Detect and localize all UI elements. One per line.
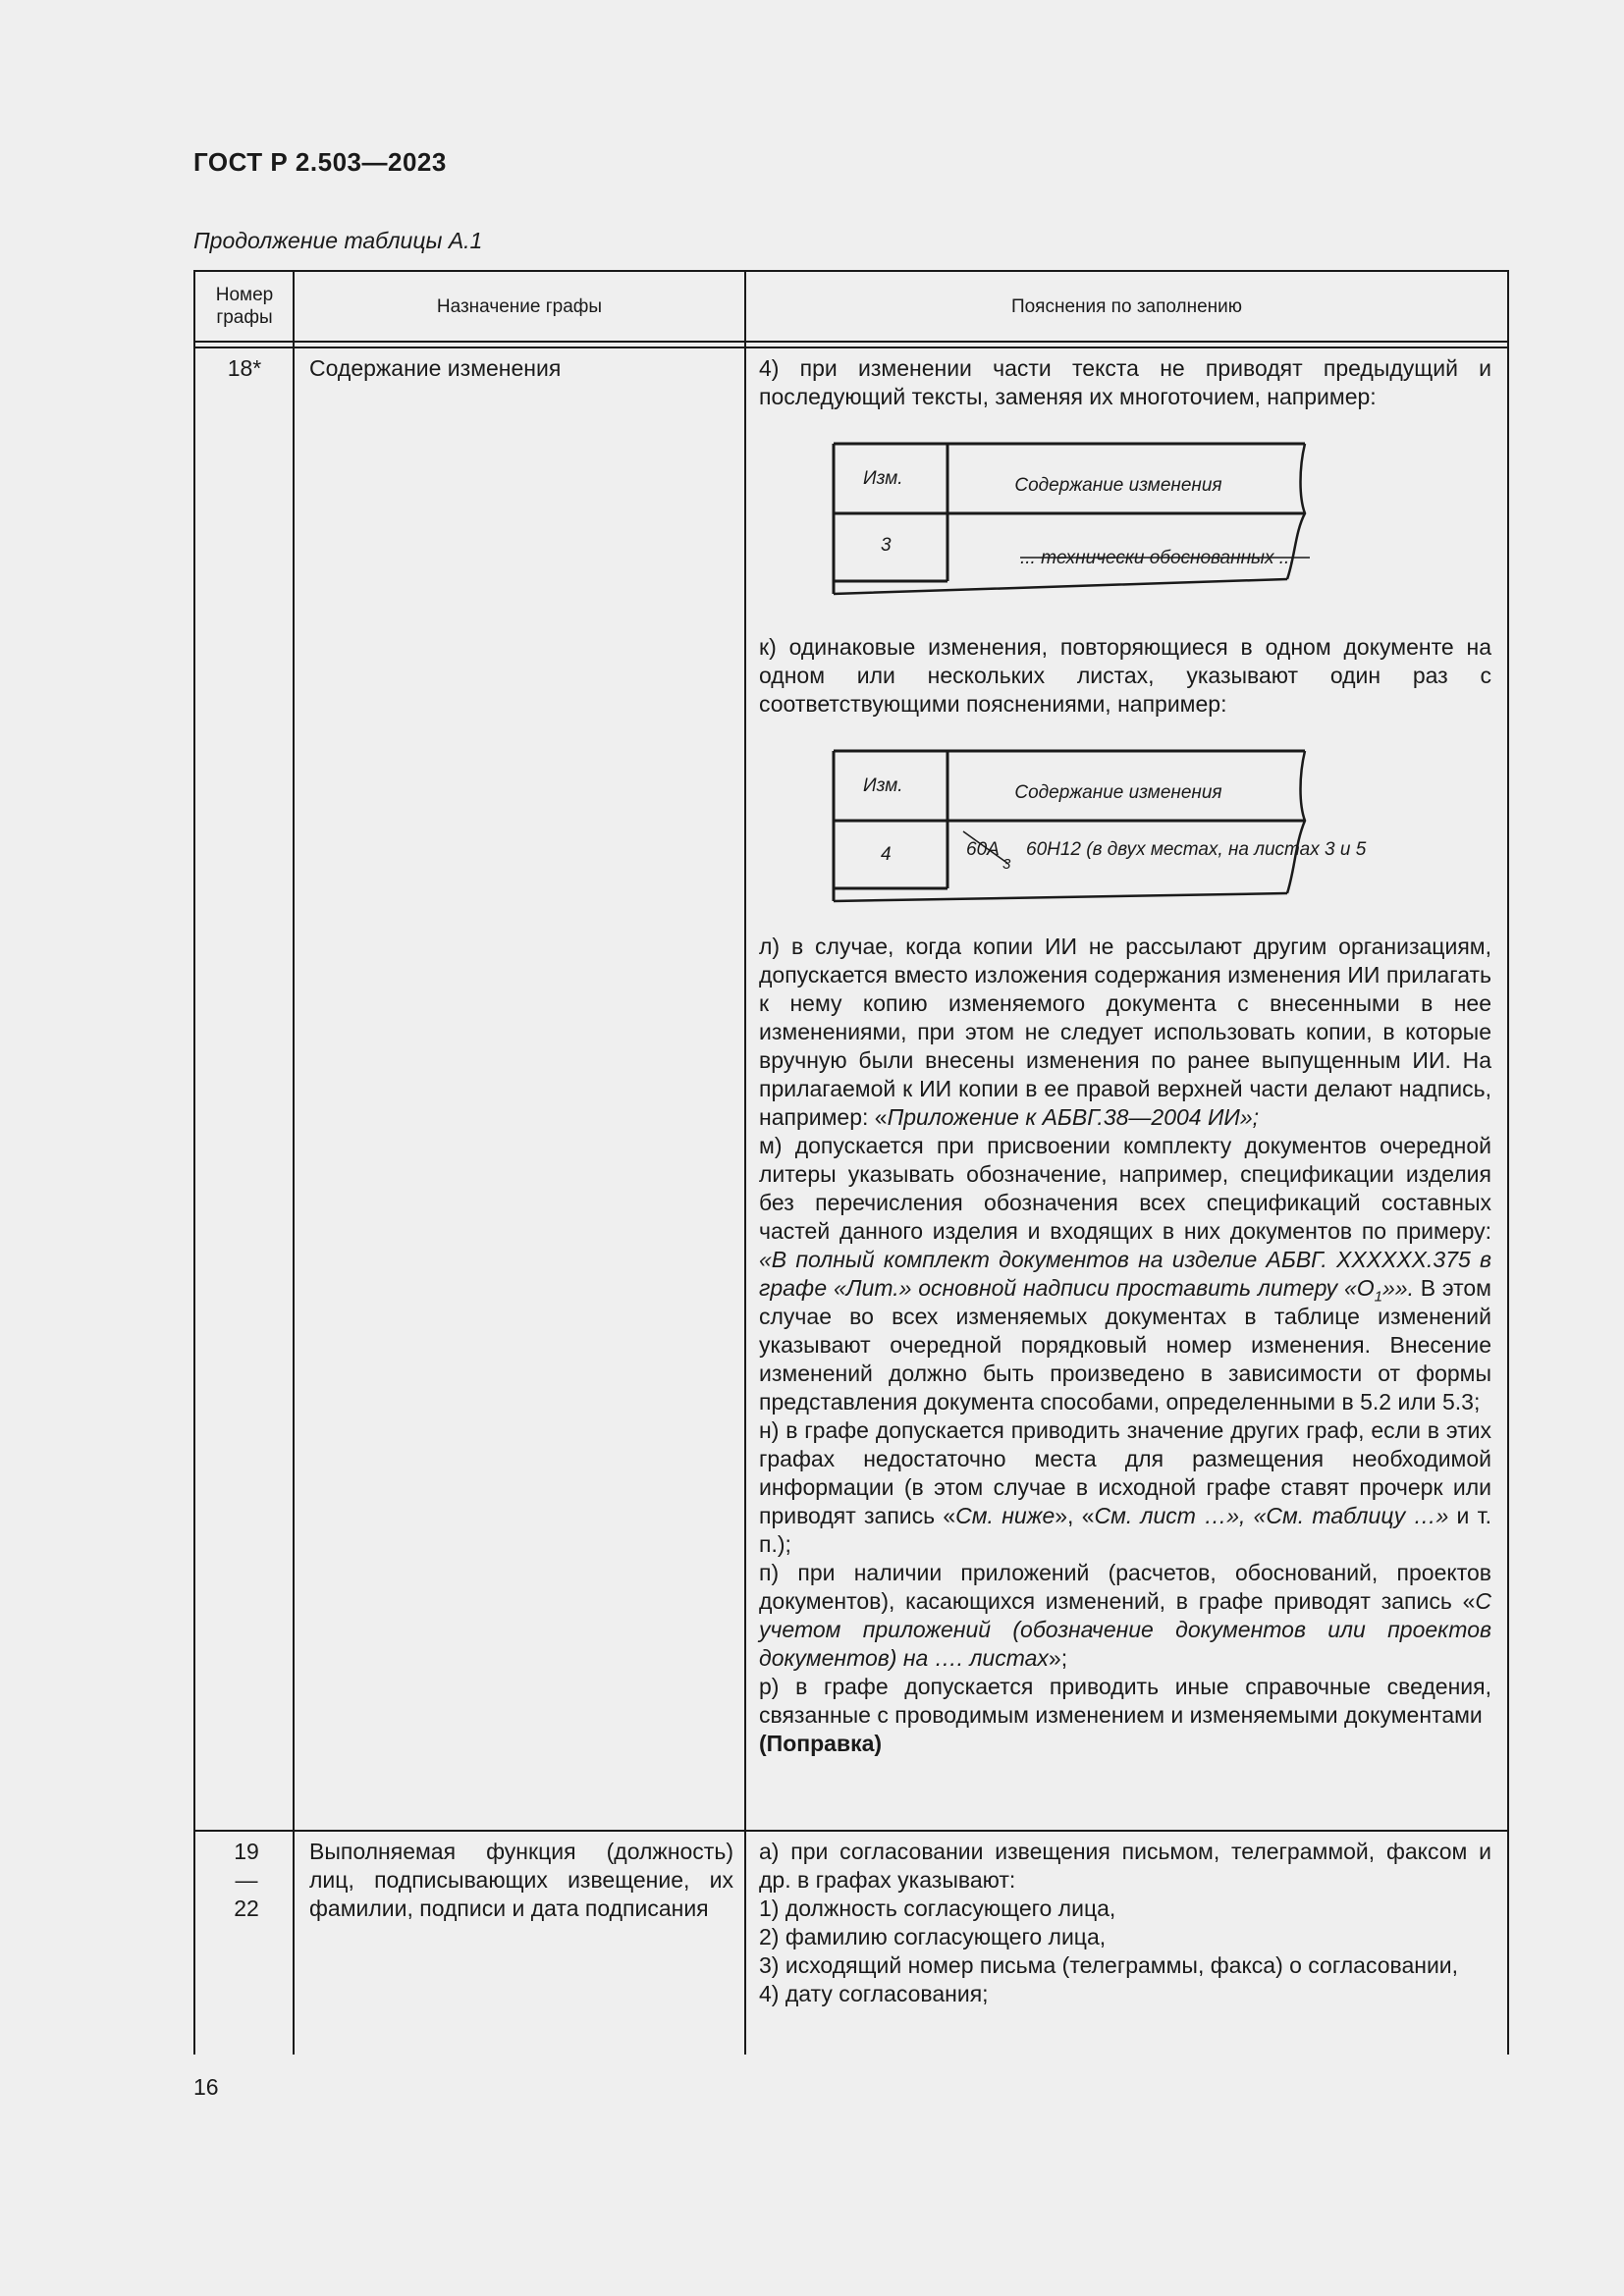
row19-purpose: Выполняемая функция (должность) лиц, подписывающих извещение, их фамилии, подписи и дата подписания [309, 1839, 733, 1921]
row19-explanation [759, 1838, 1491, 2008]
fig2-new-value: 60Н12 (в двух местах, на листах 3 и 5 [1026, 839, 1367, 860]
item-4: 4) дату согласования; [759, 1981, 989, 2006]
table-a1 [193, 270, 1509, 2055]
example-table-figure-2 [834, 746, 1367, 908]
row18-items-l-to-r [759, 933, 1491, 1758]
fig2-col-izm: Изм. [863, 775, 903, 796]
fig1-col-izm: Изм. [863, 468, 903, 489]
column-header-purpose: Назначение графы [436, 295, 603, 317]
item-p: п) при наличии приложений (расчетов, обоснований, проектов документов), касающихся изменений, в графе приводят запись «С учетом приложений (обозначение документов или проектов документов) на …. листах»; [759, 1560, 1491, 1671]
table-border [193, 341, 1509, 343]
item-3: 3) исходящий номер письма (телеграммы, факса) о согласовании, [759, 1952, 1459, 1978]
fig1-col-content: Содержание изменения [1014, 475, 1222, 496]
document-title: ГОСТ Р 2.503—2023 [193, 147, 447, 177]
example-table-figure-1 [834, 439, 1325, 601]
row18-item-k: к) одинаковые изменения, повторяющиеся в одном документе на одном или нескольких листах, указывают один раз с соответствующими пояснениями, например: [759, 634, 1491, 717]
column-header-explanation: Пояснения по заполнению [1010, 295, 1243, 317]
fig2-col-content: Содержание изменения [1014, 782, 1222, 803]
correction-note: (Поправка) [759, 1731, 883, 1756]
row18-item4: 4) при изменении части текста не приводят предыдущий и последующий тексты, заменяя их многоточием, например: [759, 355, 1491, 409]
fig2-row-number: 4 [881, 844, 892, 865]
table-border [744, 270, 746, 2055]
table-border [193, 270, 195, 2055]
fig2-sub-label: 3 [1002, 856, 1011, 873]
item-l: л) в случае, когда копии ИИ не рассылают другим организациям, допускается вместо изложения содержания изменения ИИ прилагать к нему копию изменяемого документа с внесенными в нее изменениями, при этом не следует использовать копии, в которые вручную были внесены изменения по ранее выпущенным ИИ. На прилагаемой к ИИ копии в ее правой верхней части делают надпись, например: «Приложение к АБВГ.38—2004 ИИ»; [759, 934, 1491, 1130]
item-2: 2) фамилию согласующего лица, [759, 1924, 1107, 1949]
table-caption: Продолжение таблицы А.1 [193, 228, 483, 253]
table-border [1507, 270, 1509, 2055]
fig1-row-text: ... технически обоснованных ... [1020, 548, 1295, 568]
fig1-row-number: 3 [881, 535, 892, 556]
row18-purpose: Содержание изменения [309, 355, 562, 381]
table-border [193, 347, 1509, 348]
table-border [193, 1830, 1509, 1832]
item-1: 1) должность согласующего лица, [759, 1896, 1116, 1921]
table-border [293, 270, 295, 2055]
page-number: 16 [193, 2074, 219, 2100]
item-m: м) допускается при присвоении комплекту документов очередной литеры указывать обозначение, например, спецификации изделия без перечисления обозначения всех спецификаций составных частей данного изделия и входящих в них документов по примеру: «В полный комплект документов на изделие АБВГ. XXXXXX.375 в графе «Лит.» основной надписи проставить литеру «$О_1$»». В этом случае во всех изменяемых документах в таблице изменений указывают очередной порядковый номер изменения. Внесение изменений должно быть произведено в зависимости от формы представления документа способами, определенными в 5.2 или 5.3; [759, 1133, 1491, 1415]
fig2-old-value: 60А [966, 839, 1000, 860]
item-r: р) в графе допускается приводить иные справочные сведения, связанные с проводимым изменением и изменяемыми документами [759, 1674, 1491, 1728]
item-n: н) в графе допускается приводить значение других граф, если в этих графах недостаточно места для размещения необходимой информации (в этом случае в исходной графе ставят прочерк или приводят запись «См. ниже», «См. лист …», «См. таблицу …» и т. п.); [759, 1417, 1491, 1557]
row18-number: 18* [227, 355, 262, 381]
row19-number: 19—22 [234, 1839, 259, 1921]
column-header-number: Номер графы [215, 285, 274, 328]
item-a: а) при согласовании извещения письмом, телеграммой, факсом и др. в графах указывают: [759, 1839, 1491, 1893]
